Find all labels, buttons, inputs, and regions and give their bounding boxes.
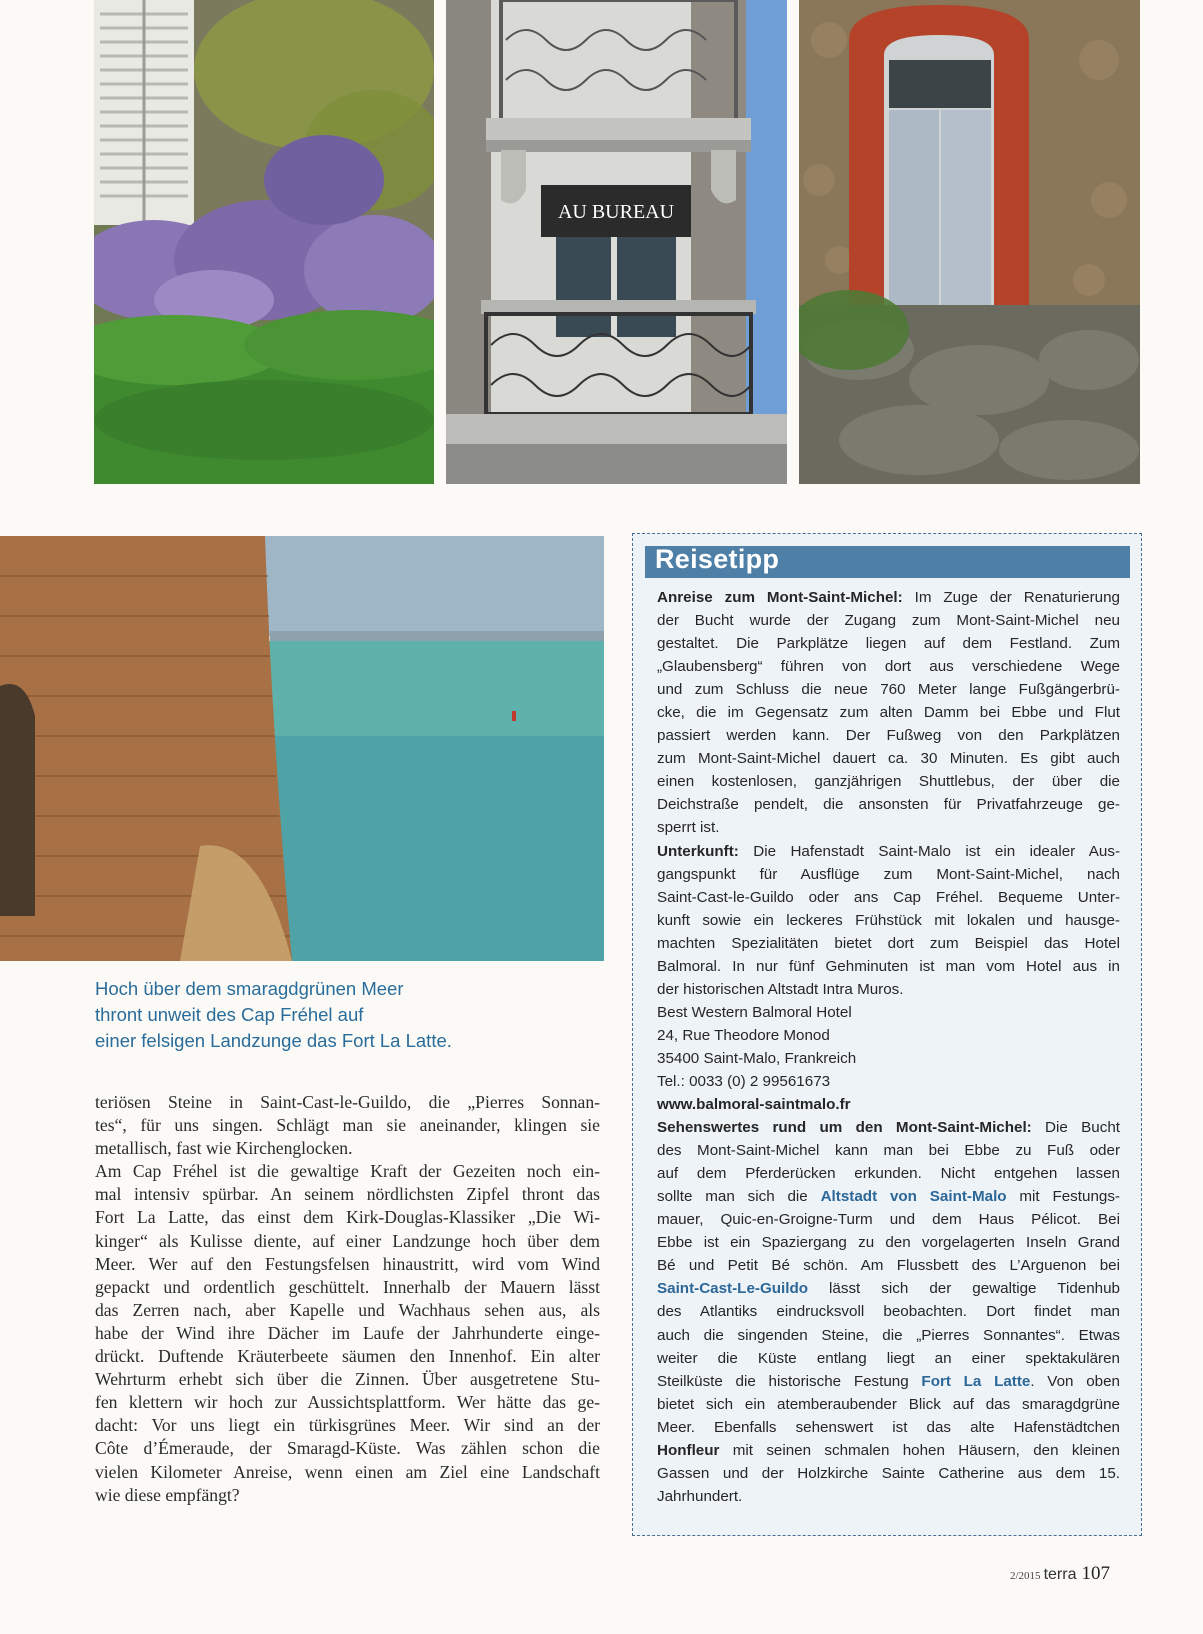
- unterkunft-label: Unterkunft:: [657, 842, 739, 860]
- tip-text: mit seinen schmalen hohen Häusern, den kleinen: [719, 1441, 1120, 1459]
- body-line: gepackt und ordentlich geschüttelt. Innerhalb der Mauern lässt: [95, 1276, 600, 1297]
- body-line: Fort La Latte, das einst dem Kirk-Douglas-Klassiker „Die Wi-: [95, 1207, 600, 1228]
- page-footer: [1010, 1563, 1150, 1587]
- tip-line: zum Mont-Saint-Michel dauert ca. 30 Minuten. Es gibt auch: [657, 750, 1120, 768]
- photo-caption: [95, 976, 565, 1054]
- tip-text: mit Festungs-: [1006, 1188, 1120, 1206]
- tip-line: cke, die im Gegensatz zum alten Damm bei Ebbe und Flut: [657, 704, 1120, 722]
- tip-text: Steilküste die historische Festung: [657, 1372, 922, 1390]
- tip-line: und zum Schluss die neue 760 Meter lange Fußgängerbrü-: [657, 681, 1120, 699]
- tip-line: bietet sich ein atemberaubender Blick auf das smaragdgrüne: [657, 1395, 1120, 1413]
- highlight-fort-la-latte: Fort La Latte: [921, 1372, 1031, 1390]
- tip-line: kunft sowie ein leckeres Frühstück mit lokalen und hausge-: [657, 911, 1120, 929]
- hotel-website-link[interactable]: www.balmoral-saintmalo.fr: [657, 1096, 851, 1114]
- hotel-phone: Tel.: 0033 (0) 2 99561673: [657, 1072, 831, 1090]
- body-line: Am Cap Fréhel ist die gewaltige Kraft der Gezeiten noch ein-: [95, 1161, 600, 1182]
- body-line: fen klettern wir hoch zur Aussichtsplattform. Wer hätte das ge-: [95, 1392, 600, 1413]
- body-line: vielen Kilometer Anreise, wenn einen am Ziel eine Landschaft: [95, 1461, 600, 1482]
- caption-line: einer felsigen Landzunge das Fort La Latte.: [95, 1030, 452, 1051]
- hotel-street: 24, Rue Theodore Monod: [657, 1026, 830, 1044]
- body-line: metallisch, fast wie Kirchenglocken.: [95, 1138, 353, 1159]
- tip-line: einen kostenlosen, ganzjährigen Shuttlebus, der über die: [657, 773, 1120, 791]
- tip-line: Deichstraße pendelt, die ansonsten für Privatfahrzeuge ge-: [657, 796, 1120, 814]
- highlight-honfleur: Honfleur: [657, 1441, 720, 1459]
- body-line: drückt. Duftende Kräuterbeete säumen den Innenhof. Ein alter: [95, 1346, 600, 1367]
- photo-balcony-au-bureau: [446, 0, 787, 484]
- caption-line: thront unweit des Cap Fréhel auf: [95, 1004, 364, 1025]
- tip-line: mauer, Quic-en-Groigne-Turm und dem Haus Pélicot. Bei: [657, 1211, 1120, 1229]
- tip-line: Bé und Petit Bé schön. Am Flussbett des L’Arguenon bei: [657, 1257, 1120, 1275]
- tip-line: machten Spezialitäten bietet dort zum Beispiel das Hotel: [657, 934, 1120, 952]
- body-line: tes“, für uns singen. Schlägt man sie aneinander, klingen sie: [95, 1115, 600, 1136]
- page-number: 107: [1081, 1563, 1110, 1584]
- body-line: mal intensiv spürbar. An seinem nördlichsten Zipfel thront das: [95, 1184, 600, 1205]
- body-line: Meer. Wer auf den Festungsfelsen hinaustritt, wird vom Wind: [95, 1253, 600, 1274]
- reisetipp-box: [632, 533, 1142, 1536]
- tip-line: weiter die Küste entlang liegt an einer spektakulären: [657, 1349, 1120, 1367]
- tip-line: passiert werden kann. Der Fußweg von den Parkplätzen: [657, 727, 1120, 745]
- tip-text: Die Bucht: [1031, 1119, 1120, 1137]
- tip-line: auch die singenden Steine, die „Pierres Sonnantes“. Etwas: [657, 1326, 1120, 1344]
- reisetipp-header: [645, 546, 1130, 578]
- body-line: Côte d’Émeraude, der Smaragd-Küste. Was zählen schon die: [95, 1438, 600, 1459]
- caption-line: Hoch über dem smaragdgrünen Meer: [95, 978, 404, 999]
- body-line: das Zerren nach, aber Kapelle und Wachhaus sehen aus, als: [95, 1299, 600, 1320]
- tip-line: gangspunkt für Ausflüge zum Mont-Saint-Michel, nach: [657, 865, 1120, 883]
- tip-line: des Mont-Saint-Michel kann man bei Ebbe zu Fuß oder: [657, 1142, 1120, 1160]
- sehenswertes-label: Sehenswertes rund um den Mont-Saint-Michel:: [657, 1119, 1032, 1137]
- photo-fort-tower-sea: [0, 536, 604, 961]
- body-line: wie diese empfängt?: [95, 1484, 240, 1505]
- tip-line: „Glaubensberg“ führen von dort aus verschiedene Wege: [657, 658, 1120, 676]
- tip-text: Die Hafenstadt Saint-Malo ist ein idealer Aus-: [738, 842, 1120, 860]
- tip-text: . Von oben: [1030, 1372, 1120, 1390]
- tip-line: des Atlantiks eindrucksvoll beobachten. Dort findet man: [657, 1303, 1120, 1321]
- tip-text: sollte man sich die: [657, 1188, 821, 1206]
- body-line: dacht: Vor uns liegt ein türkisgrünes Meer. Wir sind an der: [95, 1415, 600, 1436]
- body-line: Wehrturm erhebt sich über die Zinnen. Über ausgetretene Stu-: [95, 1369, 600, 1390]
- tip-line: Jahrhundert.: [657, 1487, 743, 1505]
- tip-line: sperrt ist.: [657, 819, 720, 837]
- reisetipp-title: Reisetipp: [655, 544, 780, 574]
- hotel-name: Best Western Balmoral Hotel: [657, 1003, 852, 1021]
- article-body: [95, 1091, 600, 1507]
- tip-line: der historischen Altstadt Intra Muros.: [657, 980, 904, 998]
- tip-line: Saint-Cast-le-Guildo oder ans Cap Fréhel. Bequeme Unter-: [657, 888, 1120, 906]
- tip-line: der Bucht wurde der Zugang zum Mont-Saint-Michel neu: [657, 612, 1120, 630]
- tip-line: Gassen und der Holzkirche Sainte Catherine aus dem 15.: [657, 1464, 1120, 1482]
- issue-number: 2/2015: [1010, 1570, 1041, 1582]
- hotel-city: 35400 Saint-Malo, Frankreich: [657, 1049, 857, 1067]
- tip-text: Im Zuge der Renaturierung: [902, 589, 1120, 606]
- tip-line: Balmoral. In nur fünf Gehminuten ist man vom Hotel aus in: [657, 957, 1120, 975]
- tip-line: Ebbe ist ein Spaziergang zu den vorgelagerten Inseln Grand: [657, 1234, 1120, 1252]
- balcony-sign-text: AU BUREAU: [557, 201, 675, 223]
- reisetipp-body: [657, 586, 1120, 1508]
- highlight-saint-cast: Saint-Cast-Le-Guildo: [657, 1280, 809, 1298]
- tip-line: gestaltet. Die Parkplätze liegen auf dem Festland. Zum: [657, 635, 1120, 653]
- magazine-name: terra: [1043, 1566, 1077, 1583]
- tip-line: auf dem Pferderücken erkunden. Nicht entgehen lassen: [657, 1165, 1120, 1183]
- anreise-label: Anreise zum Mont-Saint-Michel:: [657, 589, 903, 606]
- highlight-saint-malo: Altstadt von Saint-Malo: [820, 1188, 1007, 1206]
- tip-line: Meer. Ebenfalls sehenswert ist das alte Hafenstädtchen: [657, 1418, 1120, 1436]
- body-line: habe der Wind ihre Dächer im Laufe der Jahrhunderte einge-: [95, 1322, 600, 1343]
- tip-text: lässt sich der gewaltige Tidenhub: [808, 1280, 1120, 1298]
- body-line: teriösen Steine in Saint-Cast-le-Guildo, die „Pierres Sonnan-: [95, 1092, 600, 1112]
- photo-blue-door: [799, 0, 1140, 484]
- photo-wisteria-wall: [94, 0, 434, 484]
- body-line: kinger“ als Kulisse diente, auf einer Landzunge hoch über dem: [95, 1230, 600, 1251]
